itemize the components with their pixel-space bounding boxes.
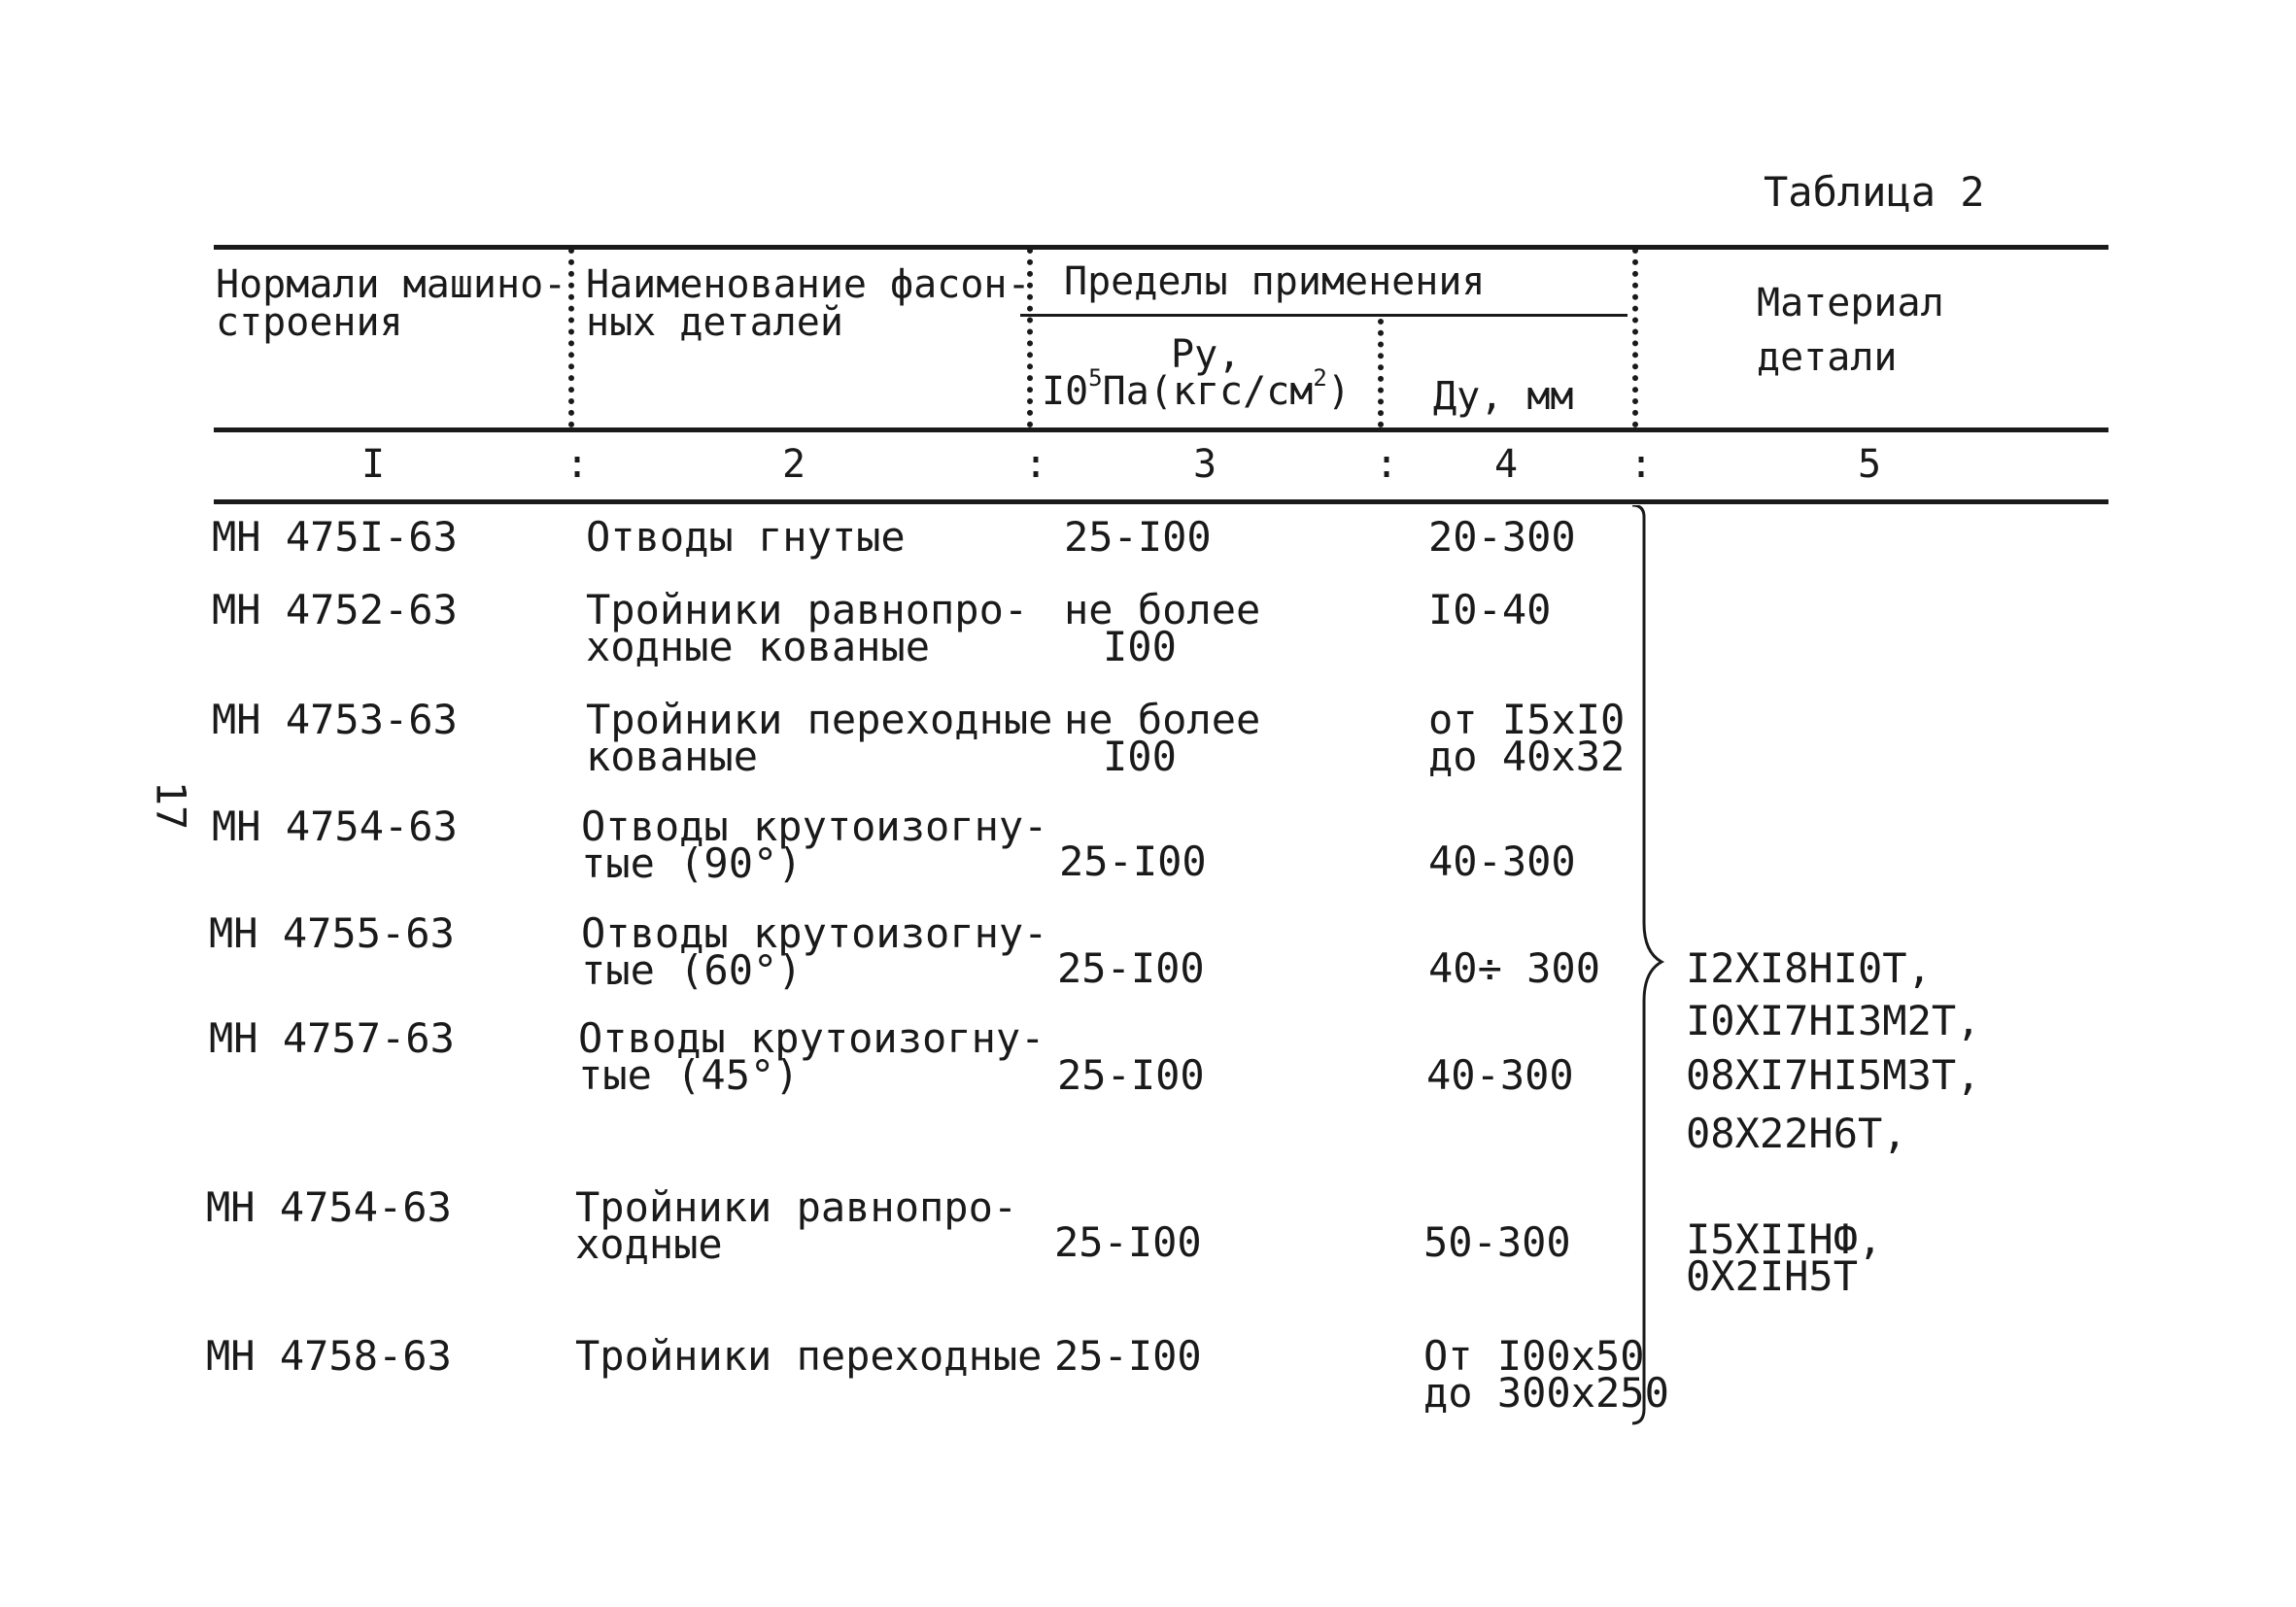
row-norm: МН 4752-63 xyxy=(212,586,458,633)
row-name-line2: ходные кованые xyxy=(586,623,931,670)
table-top-rule xyxy=(214,245,2108,250)
row-name-line1: Отводы крутоизогну- xyxy=(581,909,1048,957)
row-name-line1: Отводы крутоизогну- xyxy=(578,1014,1045,1062)
row-name: Тройники переходные xyxy=(575,1332,1043,1380)
header-col4: Ду, мм xyxy=(1433,374,1574,419)
row-diameter: 50-300 xyxy=(1423,1218,1571,1266)
material-item: I2XI8HI0T, xyxy=(1686,944,1932,992)
row-diameter: 20-300 xyxy=(1428,513,1576,561)
row-name-line1: Тройники равнопро- xyxy=(575,1183,1018,1231)
row-diameter-line1: от I5xI0 xyxy=(1428,696,1626,743)
col3-unit-text: Па(кгс/см xyxy=(1102,369,1314,414)
row-pressure: 25-I00 xyxy=(1054,1332,1202,1380)
header-col3-symbol: Ру, xyxy=(1171,332,1242,377)
column-number-sep: : xyxy=(1629,442,1654,487)
column-number-2: 2 xyxy=(782,442,806,487)
header-group-limits: Пределы применения xyxy=(1064,259,1486,304)
row-pressure-line1: не более xyxy=(1064,586,1261,633)
row-name-line2: тые (60°) xyxy=(581,946,803,994)
page-number: 17 xyxy=(147,780,195,831)
row-norm: МН 4754-63 xyxy=(206,1183,452,1231)
material-item: 08XI7HI5M3T, xyxy=(1686,1051,1981,1099)
header-col3-unit xyxy=(1042,363,1351,414)
row-norm: МН 4755-63 xyxy=(209,909,455,957)
row-name-line2: ходные xyxy=(575,1220,723,1268)
row-norm: МН 4757-63 xyxy=(209,1014,455,1062)
row-diameter: 40÷ 300 xyxy=(1428,944,1601,992)
column-separator-3 xyxy=(1378,319,1384,427)
row-norm: МН 4754-63 xyxy=(212,803,458,850)
row-norm: МН 4753-63 xyxy=(212,696,458,743)
column-numbers-rule xyxy=(214,499,2108,504)
row-pressure: 25-I00 xyxy=(1057,944,1205,992)
column-number-sep: : xyxy=(1024,442,1048,487)
row-name-line2: тые (90°) xyxy=(581,839,803,887)
material-item: I0XI7HI3M2T, xyxy=(1686,997,1981,1044)
row-norm: МН 475I-63 xyxy=(212,513,458,561)
row-name-line1: Тройники равнопро- xyxy=(586,586,1029,633)
header-col5-line1: Материал xyxy=(1757,281,1944,325)
row-pressure-line1: не более xyxy=(1064,696,1261,743)
row-name-line1: Тройники переходные xyxy=(586,696,1053,743)
col3-exponent: 5 xyxy=(1088,363,1103,392)
row-name: Отводы гнутые xyxy=(586,513,906,561)
col3-exponent-2: 2 xyxy=(1313,363,1327,392)
row-name-line2: тые (45°) xyxy=(578,1051,800,1099)
col3-base: I0 xyxy=(1042,369,1089,414)
row-name-line2: кованые xyxy=(586,733,759,780)
row-pressure: 25-I00 xyxy=(1059,838,1207,885)
row-diameter-line2: до 40x32 xyxy=(1428,733,1626,780)
header-col5-line2: детали xyxy=(1757,335,1898,380)
col3-close: ) xyxy=(1326,369,1351,414)
column-separator-4 xyxy=(1632,248,1638,427)
row-diameter-line2: до 300x250 xyxy=(1423,1369,1669,1417)
column-number-1: I xyxy=(361,442,386,487)
header-col2-line1: Наименование фасон- xyxy=(586,262,1031,307)
row-diameter: I0-40 xyxy=(1428,586,1552,633)
material-item: I5XIIНФ, xyxy=(1686,1215,1883,1263)
column-separator-1 xyxy=(568,248,574,427)
row-pressure-line2: I00 xyxy=(1103,733,1177,780)
column-number-sep: : xyxy=(565,442,590,487)
row-diameter: 40-300 xyxy=(1426,1051,1574,1099)
column-number-5: 5 xyxy=(1858,442,1882,487)
header-col1-line1: Нормали машино- xyxy=(216,262,567,307)
material-item: 08X22H6T, xyxy=(1686,1110,1907,1157)
table-label: Таблица 2 xyxy=(1764,168,1985,216)
row-pressure: 25-I00 xyxy=(1064,513,1212,561)
row-diameter: 40-300 xyxy=(1428,838,1576,885)
column-number-4: 4 xyxy=(1494,442,1519,487)
row-name-line1: Отводы крутоизогну- xyxy=(581,803,1048,850)
column-number-sep: : xyxy=(1375,442,1399,487)
material-item: 0X2IH5T xyxy=(1686,1252,1859,1300)
row-pressure: 25-I00 xyxy=(1057,1051,1205,1099)
header-bottom-rule xyxy=(214,427,2108,432)
group-header-rule xyxy=(1020,314,1628,317)
row-pressure-line2: I00 xyxy=(1103,623,1177,670)
row-pressure: 25-I00 xyxy=(1054,1218,1202,1266)
right-brace xyxy=(1632,505,1671,1428)
column-number-3: 3 xyxy=(1193,442,1217,487)
header-col1-line2: строения xyxy=(216,300,403,345)
row-norm: МН 4758-63 xyxy=(206,1332,452,1380)
row-diameter-line1: От I00x50 xyxy=(1423,1332,1645,1380)
header-col2-line2: ных деталей xyxy=(586,300,843,345)
